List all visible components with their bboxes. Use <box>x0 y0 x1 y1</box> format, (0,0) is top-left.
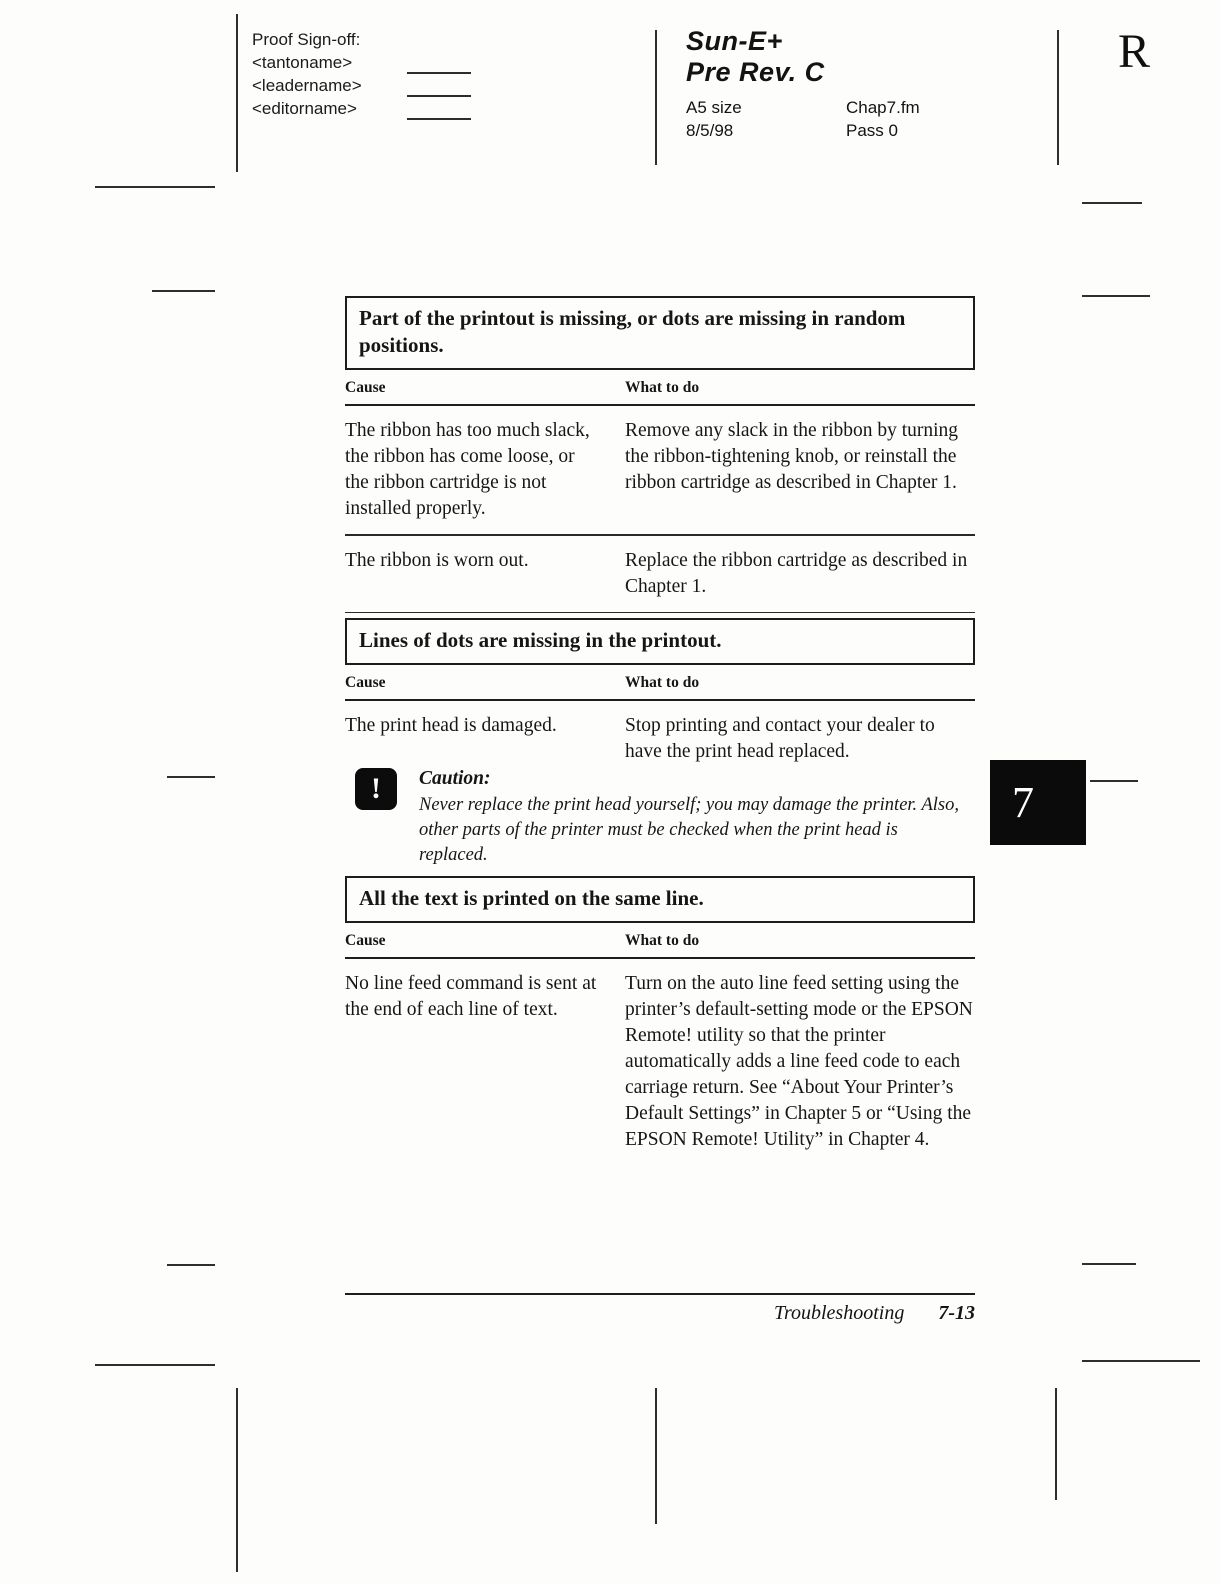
cause-cell: The print head is damaged. <box>345 715 557 736</box>
what-to-do-cell: Turn on the auto line feed setting using the printer’s default-setting mode or the EPSON Remote! utility so that the printer automatically adds a line feed code to each carriage return. See “About Your Printer’s Default Settings” in Chapter 5 or “Using the EPSON Remote! Utility” in Chapter 4. <box>625 973 973 1150</box>
proof-name-editor: <editorname> <box>252 99 357 118</box>
footer <box>345 1302 975 1325</box>
section-text-same-line <box>345 876 975 1165</box>
registration-mark-left-3 <box>167 776 215 778</box>
revision-name: Pre Rev. C <box>686 57 825 87</box>
proof-signoff-block <box>252 28 471 120</box>
cause-cell: The ribbon is worn out. <box>345 549 529 571</box>
column-header-cause: Cause <box>345 379 386 396</box>
section-lines-of-dots-missing <box>345 618 975 777</box>
recto-marker: R <box>1118 25 1151 78</box>
table-header-row <box>345 930 975 957</box>
crop-mark-bottom-left-vertical <box>236 1388 238 1572</box>
proof-signoff-title: Proof Sign-off: <box>252 30 361 49</box>
footer-section-title: Troubleshooting <box>773 1302 905 1324</box>
cause-cell: No line feed command is sent at the end of each line of text. <box>345 973 597 1020</box>
what-to-do-cell: Replace the ribbon cartridge as described in Chapter 1. <box>625 549 968 597</box>
registration-mark-left-4 <box>167 1264 215 1266</box>
caution-body <box>419 766 970 868</box>
caution-label: Caution: <box>419 768 491 789</box>
registration-mark-left-1 <box>95 186 215 188</box>
what-to-do-cell: Remove any slack in the ribbon by turning the ribbon-tightening knob, or reinstall the ribbon cartridge as described in Chapter 1. <box>625 420 959 493</box>
signature-blank-line <box>407 82 471 97</box>
table-row <box>345 406 975 534</box>
crop-mark-bottom-center-vertical <box>655 1388 657 1524</box>
caution-text: Never replace the print head yourself; you may damage the printer. Also, other parts of the printer must be checked when the print head is replaced. <box>419 795 959 865</box>
chapter-tab: 7 <box>990 760 1086 845</box>
proof-signoff-row <box>252 74 471 97</box>
caution-note <box>355 766 970 868</box>
footer-rule <box>345 1293 975 1295</box>
signature-blank-line <box>407 59 471 74</box>
pass-number: Pass 0 <box>846 121 898 140</box>
registration-mark-right-3 <box>1090 780 1138 782</box>
caution-exclamation-icon: ! <box>355 768 397 810</box>
proof-name-tanto: <tantoname> <box>252 53 353 72</box>
column-header-what-to-do: What to do <box>625 379 700 396</box>
doc-info-grid <box>686 96 920 142</box>
column-header-what-to-do: What to do <box>625 932 700 949</box>
section-printout-missing <box>345 296 975 613</box>
file-name: Chap7.fm <box>846 98 920 117</box>
registration-mark-right-2 <box>1082 295 1150 297</box>
registration-mark-left-2 <box>152 290 215 292</box>
proof-name-leader: <leadername> <box>252 76 362 95</box>
registration-mark-left-5 <box>95 1364 215 1366</box>
table-header-row <box>345 377 975 404</box>
table-row <box>345 959 975 1165</box>
crop-mark-bottom-right-vertical <box>1055 1388 1057 1500</box>
column-header-cause: Cause <box>345 674 386 691</box>
table-header-row <box>345 672 975 699</box>
cause-cell: The ribbon has too much slack, the ribbon has come loose, or the ribbon cartridge is not installed properly. <box>345 420 590 519</box>
section-title-box: All the text is printed on the same line. <box>345 876 975 923</box>
registration-mark-right-4 <box>1082 1263 1136 1265</box>
footer-page-number: 7-13 <box>938 1302 975 1324</box>
column-header-cause: Cause <box>345 932 386 949</box>
registration-mark-right-1 <box>1082 202 1142 204</box>
section-title-box: Part of the printout is missing, or dots are missing in random positions. <box>345 296 975 370</box>
proof-signoff-row <box>252 51 471 74</box>
proof-signoff-row <box>252 97 471 120</box>
doc-info-block <box>686 26 920 142</box>
paper-size: A5 size <box>686 98 742 117</box>
proof-date: 8/5/98 <box>686 121 734 140</box>
crop-mark-top-right-vertical <box>1057 30 1059 165</box>
signature-blank-line <box>407 105 471 120</box>
crop-mark-top-left-vertical <box>236 14 238 172</box>
column-header-what-to-do: What to do <box>625 674 700 691</box>
crop-mark-top-center-vertical <box>655 30 657 165</box>
table-row <box>345 536 975 612</box>
section-title-box: Lines of dots are missing in the printout. <box>345 618 975 665</box>
table-bottom-rule <box>345 612 975 614</box>
registration-mark-right-5 <box>1082 1360 1200 1362</box>
what-to-do-cell: Stop printing and contact your dealer to have the print head replaced. <box>625 715 935 762</box>
product-name: Sun-E+ <box>686 26 783 56</box>
